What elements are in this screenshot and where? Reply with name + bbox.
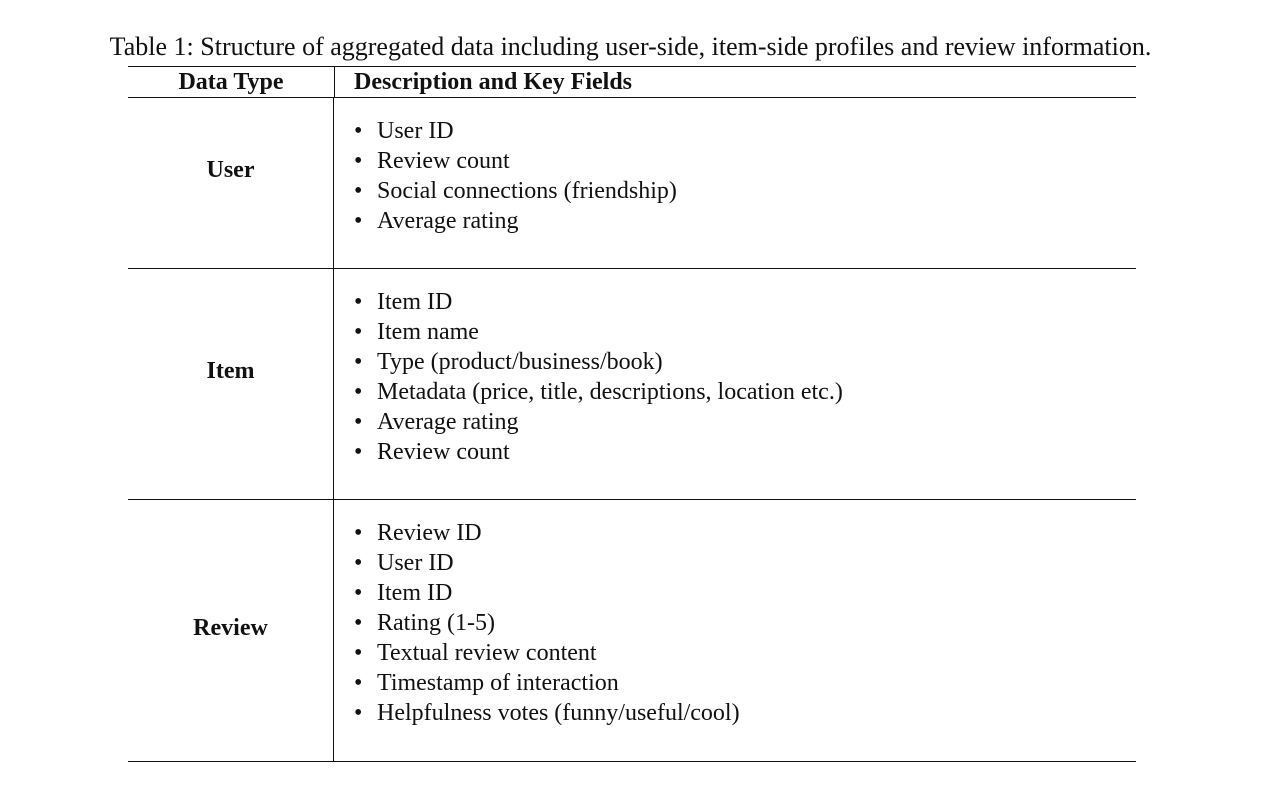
row-type-review: Review [128,500,334,761]
table-caption: Table 1: Structure of aggregated data including user-side, item-side profiles and review information. [109,32,1152,61]
field-list-user [334,98,1136,236]
list-item: • Helpfulness votes (funny/useful/cool) [354,698,1136,728]
header-data-type: Data Type [128,67,335,97]
list-item: • User ID [354,548,1136,578]
list-item: • Item name [354,317,1136,347]
list-item: • Timestamp of interaction [354,668,1136,698]
field-list-review [334,500,1136,728]
row-fields-item [334,269,1136,499]
row-fields-review [334,500,1136,761]
list-item: • Item ID [354,287,1136,317]
header-description: Description and Key Fields [354,69,633,95]
list-item: • Review count [354,146,1136,176]
field-list-item [334,269,1136,467]
list-item: • Average rating [354,407,1136,437]
list-item: • Review ID [354,518,1136,548]
list-item: • Textual review content [354,638,1136,668]
table-header-row [128,67,1136,97]
list-item: • User ID [354,116,1136,146]
list-item: • Metadata (price, title, descriptions, location etc.) [354,377,1136,407]
list-item: • Type (product/business/book) [354,347,1136,377]
list-item: • Item ID [354,578,1136,608]
row-fields-user [334,98,1136,268]
list-item: • Average rating [354,206,1136,236]
list-item: • Social connections (friendship) [354,176,1136,206]
table-row-user [128,97,1136,268]
list-item: • Review count [354,437,1136,467]
list-item: • Rating (1-5) [354,608,1136,638]
table-row-item [128,268,1136,499]
table-row-review [128,499,1136,761]
row-type-user: User [128,98,334,268]
data-structure-table [128,66,1136,762]
row-type-item: Item [128,269,334,499]
